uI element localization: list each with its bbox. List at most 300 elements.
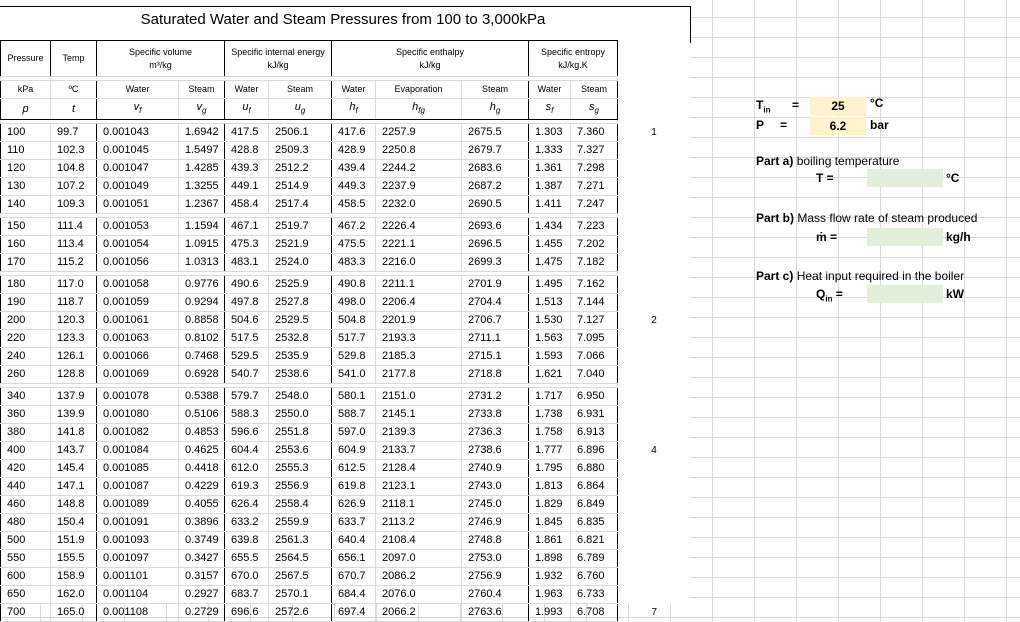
cell-steam-entropy[interactable]: 7.144 (571, 294, 618, 312)
cell-temp[interactable]: 102.3 (51, 142, 97, 160)
cell-steam-entropy[interactable]: 7.202 (571, 236, 618, 254)
cell-temp[interactable]: 143.7 (51, 442, 97, 460)
cell-water-enthalpy[interactable]: 467.2 (332, 218, 376, 236)
cell-water-entropy[interactable]: 1.411 (529, 196, 571, 214)
cell-pressure[interactable]: 200 (1, 312, 51, 330)
cell-steam-volume[interactable]: 0.5106 (179, 406, 225, 424)
row-marker-cell[interactable] (618, 160, 691, 178)
cell-pressure[interactable]: 500 (1, 532, 51, 550)
row-marker-cell[interactable] (618, 514, 691, 532)
cell-steam-energy[interactable]: 2524.0 (269, 254, 332, 272)
cell-water-volume[interactable]: 0.001091 (97, 514, 179, 532)
cell-evaporation-enthalpy[interactable]: 2226.4 (376, 218, 462, 236)
cell-steam-enthalpy[interactable]: 2693.6 (462, 218, 529, 236)
cell-water-energy[interactable]: 670.0 (225, 568, 269, 586)
subheader-temp[interactable]: ºC (51, 81, 97, 99)
cell-pressure[interactable]: 180 (1, 276, 51, 294)
cell-steam-entropy[interactable]: 7.040 (571, 366, 618, 384)
cell-pressure[interactable]: 440 (1, 478, 51, 496)
header-pressure[interactable]: Pressure (1, 41, 51, 77)
row-marker-cell[interactable]: 7 (651, 607, 658, 619)
cell-water-entropy[interactable]: 1.861 (529, 532, 571, 550)
cell-water-enthalpy[interactable]: 417.6 (332, 124, 376, 142)
cell-evaporation-enthalpy[interactable]: 2123.1 (376, 478, 462, 496)
cell-pressure[interactable]: 260 (1, 366, 51, 384)
cell-steam-entropy[interactable]: 6.835 (571, 514, 618, 532)
cell-water-enthalpy[interactable]: 626.9 (332, 496, 376, 514)
cell-steam-enthalpy[interactable]: 2756.9 (462, 568, 529, 586)
cell-water-enthalpy[interactable]: 529.8 (332, 348, 376, 366)
cell-steam-entropy[interactable]: 7.327 (571, 142, 618, 160)
cell-water-entropy[interactable]: 1.530 (529, 312, 571, 330)
cell-steam-energy[interactable]: 2556.9 (269, 478, 332, 496)
row-marker-cell[interactable] (618, 294, 691, 312)
cell-water-volume[interactable]: 0.001059 (97, 294, 179, 312)
cell-steam-entropy[interactable]: 6.789 (571, 550, 618, 568)
cell-steam-enthalpy[interactable]: 2704.4 (462, 294, 529, 312)
cell-water-enthalpy[interactable]: 490.8 (332, 276, 376, 294)
cell-steam-volume[interactable]: 0.4418 (179, 460, 225, 478)
cell-steam-enthalpy[interactable]: 2687.2 (462, 178, 529, 196)
cell-water-volume[interactable]: 0.001093 (97, 532, 179, 550)
cell-evaporation-enthalpy[interactable]: 2118.1 (376, 496, 462, 514)
cell-water-enthalpy[interactable]: 498.0 (332, 294, 376, 312)
cell-steam-energy[interactable]: 2512.2 (269, 160, 332, 178)
cell-water-volume[interactable]: 0.001045 (97, 142, 179, 160)
cell-water-enthalpy[interactable]: 670.7 (332, 568, 376, 586)
cell-evaporation-enthalpy[interactable]: 2177.8 (376, 366, 462, 384)
row-marker-cell[interactable] (618, 236, 691, 254)
cell-water-entropy[interactable]: 1.455 (529, 236, 571, 254)
cell-temp[interactable]: 115.2 (51, 254, 97, 272)
cell-water-energy[interactable]: 604.4 (225, 442, 269, 460)
cell-water-entropy[interactable]: 1.333 (529, 142, 571, 160)
cell-steam-volume[interactable]: 0.3427 (179, 550, 225, 568)
cell-water-volume[interactable]: 0.001063 (97, 330, 179, 348)
cell-temp[interactable]: 118.7 (51, 294, 97, 312)
cell-water-enthalpy[interactable]: 684.4 (332, 586, 376, 604)
cell-temp[interactable]: 150.4 (51, 514, 97, 532)
cell-temp[interactable]: 126.1 (51, 348, 97, 366)
cell-temp[interactable]: 151.9 (51, 532, 97, 550)
row-marker-cell[interactable] (618, 568, 691, 586)
cell-water-entropy[interactable]: 1.513 (529, 294, 571, 312)
cell-water-enthalpy[interactable]: 580.1 (332, 388, 376, 406)
cell-steam-energy[interactable]: 2529.5 (269, 312, 332, 330)
cell-temp[interactable]: 141.8 (51, 424, 97, 442)
cell-temp[interactable]: 145.4 (51, 460, 97, 478)
cell-water-entropy[interactable]: 1.387 (529, 178, 571, 196)
cell-water-enthalpy[interactable]: 541.0 (332, 366, 376, 384)
cell-pressure[interactable]: 380 (1, 424, 51, 442)
cell-water-volume[interactable]: 0.001047 (97, 160, 179, 178)
symbol-water-entropy[interactable] (529, 99, 571, 120)
cell-water-entropy[interactable]: 1.361 (529, 160, 571, 178)
cell-steam-energy[interactable]: 2570.1 (269, 586, 332, 604)
cell-temp[interactable]: 162.0 (51, 586, 97, 604)
cell-pressure[interactable]: 600 (1, 568, 51, 586)
cell-pressure[interactable]: 120 (1, 160, 51, 178)
cell-temp[interactable]: 120.3 (51, 312, 97, 330)
cell-water-energy[interactable]: 458.4 (225, 196, 269, 214)
cell-evaporation-enthalpy[interactable]: 2108.4 (376, 532, 462, 550)
cell-water-enthalpy[interactable]: 633.7 (332, 514, 376, 532)
cell-temp[interactable]: 165.0 (51, 604, 97, 622)
cell-water-enthalpy[interactable]: 483.3 (332, 254, 376, 272)
cell-steam-enthalpy[interactable]: 2736.3 (462, 424, 529, 442)
cell-temp[interactable]: 109.3 (51, 196, 97, 214)
cell-steam-energy[interactable]: 2514.9 (269, 178, 332, 196)
cell-evaporation-enthalpy[interactable]: 2151.0 (376, 388, 462, 406)
cell-water-enthalpy[interactable]: 504.8 (332, 312, 376, 330)
cell-steam-energy[interactable]: 2509.3 (269, 142, 332, 160)
subheader-steam-enthalpy[interactable]: Steam (462, 81, 529, 99)
cell-water-volume[interactable]: 0.001084 (97, 442, 179, 460)
cell-pressure[interactable]: 240 (1, 348, 51, 366)
cell-water-entropy[interactable]: 1.963 (529, 586, 571, 604)
cell-steam-volume[interactable]: 1.3255 (179, 178, 225, 196)
cell-evaporation-enthalpy[interactable]: 2128.4 (376, 460, 462, 478)
cell-steam-energy[interactable]: 2506.1 (269, 124, 332, 142)
header-specific-energy[interactable] (225, 41, 332, 77)
cell-water-enthalpy[interactable]: 697.4 (332, 604, 376, 622)
cell-water-energy[interactable]: 497.8 (225, 294, 269, 312)
subheader-pressure[interactable]: kPa (1, 81, 51, 99)
cell-water-energy[interactable]: 467.1 (225, 218, 269, 236)
cell-temp[interactable]: 137.9 (51, 388, 97, 406)
cell-steam-entropy[interactable]: 6.864 (571, 478, 618, 496)
cell-steam-enthalpy[interactable]: 2699.3 (462, 254, 529, 272)
cell-steam-volume[interactable]: 0.4853 (179, 424, 225, 442)
cell-steam-energy[interactable]: 2559.9 (269, 514, 332, 532)
cell-steam-volume[interactable]: 0.3896 (179, 514, 225, 532)
cell-steam-energy[interactable]: 2517.4 (269, 196, 332, 214)
cell-steam-volume[interactable]: 0.8858 (179, 312, 225, 330)
cell-water-energy[interactable]: 588.3 (225, 406, 269, 424)
symbol-steam-entropy[interactable] (571, 99, 618, 120)
cell-steam-enthalpy[interactable]: 2683.6 (462, 160, 529, 178)
cell-evaporation-enthalpy[interactable]: 2185.3 (376, 348, 462, 366)
cell-steam-energy[interactable]: 2567.5 (269, 568, 332, 586)
cell-steam-volume[interactable]: 0.4625 (179, 442, 225, 460)
row-marker-cell[interactable] (618, 142, 691, 160)
cell-temp[interactable]: 123.3 (51, 330, 97, 348)
part-b-answer-cell[interactable] (867, 228, 943, 246)
cell-water-enthalpy[interactable]: 428.9 (332, 142, 376, 160)
cell-pressure[interactable]: 400 (1, 442, 51, 460)
cell-steam-volume[interactable]: 0.6928 (179, 366, 225, 384)
cell-evaporation-enthalpy[interactable]: 2221.1 (376, 236, 462, 254)
cell-steam-enthalpy[interactable]: 2746.9 (462, 514, 529, 532)
row-marker-cell[interactable] (618, 196, 691, 214)
cell-steam-entropy[interactable]: 6.849 (571, 496, 618, 514)
cell-pressure[interactable]: 360 (1, 406, 51, 424)
cell-steam-volume[interactable]: 0.4055 (179, 496, 225, 514)
cell-temp[interactable]: 113.4 (51, 236, 97, 254)
cell-pressure[interactable]: 170 (1, 254, 51, 272)
cell-steam-entropy[interactable]: 6.821 (571, 532, 618, 550)
cell-water-energy[interactable]: 579.7 (225, 388, 269, 406)
cell-water-energy[interactable]: 417.5 (225, 124, 269, 142)
cell-steam-entropy[interactable]: 7.162 (571, 276, 618, 294)
cell-evaporation-enthalpy[interactable]: 2201.9 (376, 312, 462, 330)
cell-water-energy[interactable]: 683.7 (225, 586, 269, 604)
cell-evaporation-enthalpy[interactable]: 2257.9 (376, 124, 462, 142)
cell-steam-enthalpy[interactable]: 2718.8 (462, 366, 529, 384)
part-c-answer-cell[interactable] (867, 285, 943, 303)
cell-steam-enthalpy[interactable]: 2690.5 (462, 196, 529, 214)
cell-water-energy[interactable]: 475.3 (225, 236, 269, 254)
cell-water-energy[interactable]: 529.5 (225, 348, 269, 366)
cell-water-energy[interactable]: 655.5 (225, 550, 269, 568)
cell-steam-volume[interactable]: 0.2927 (179, 586, 225, 604)
cell-steam-entropy[interactable]: 6.913 (571, 424, 618, 442)
cell-water-volume[interactable]: 0.001058 (97, 276, 179, 294)
cell-water-entropy[interactable]: 1.593 (529, 348, 571, 366)
cell-water-volume[interactable]: 0.001069 (97, 366, 179, 384)
row-marker-cell[interactable] (618, 478, 691, 496)
row-marker-cell[interactable] (618, 496, 691, 514)
cell-water-volume[interactable]: 0.001056 (97, 254, 179, 272)
row-marker-cell[interactable] (618, 550, 691, 568)
cell-temp[interactable]: 158.9 (51, 568, 97, 586)
cell-water-volume[interactable]: 0.001101 (97, 568, 179, 586)
subheader-water-energy[interactable]: Water (225, 81, 269, 99)
cell-pressure[interactable]: 220 (1, 330, 51, 348)
cell-water-enthalpy[interactable]: 612.5 (332, 460, 376, 478)
cell-water-enthalpy[interactable]: 458.5 (332, 196, 376, 214)
cell-steam-volume[interactable]: 1.4285 (179, 160, 225, 178)
cell-water-enthalpy[interactable]: 517.7 (332, 330, 376, 348)
row-marker-cell[interactable] (618, 254, 691, 272)
cell-water-volume[interactable]: 0.001049 (97, 178, 179, 196)
cell-evaporation-enthalpy[interactable]: 2193.3 (376, 330, 462, 348)
cell-steam-entropy[interactable]: 6.931 (571, 406, 618, 424)
cell-water-energy[interactable]: 439.3 (225, 160, 269, 178)
row-marker-cell[interactable] (618, 406, 691, 424)
subheader-steam-energy[interactable]: Steam (269, 81, 332, 99)
cell-pressure[interactable]: 550 (1, 550, 51, 568)
cell-pressure[interactable]: 420 (1, 460, 51, 478)
row-marker-cell[interactable]: 2 (651, 315, 657, 327)
cell-water-volume[interactable]: 0.001053 (97, 218, 179, 236)
cell-water-entropy[interactable]: 1.475 (529, 254, 571, 272)
cell-steam-volume[interactable]: 0.9776 (179, 276, 225, 294)
cell-evaporation-enthalpy[interactable]: 2066.2 (376, 604, 462, 622)
cell-pressure[interactable]: 650 (1, 586, 51, 604)
subheader-steam-entropy[interactable]: Steam (571, 81, 618, 99)
row-marker-cell[interactable]: 1 (651, 127, 657, 139)
cell-steam-volume[interactable]: 0.2729 (179, 604, 225, 622)
cell-water-entropy[interactable]: 1.829 (529, 496, 571, 514)
cell-water-enthalpy[interactable]: 619.8 (332, 478, 376, 496)
cell-steam-enthalpy[interactable]: 2715.1 (462, 348, 529, 366)
cell-evaporation-enthalpy[interactable]: 2086.2 (376, 568, 462, 586)
cell-water-energy[interactable]: 612.0 (225, 460, 269, 478)
cell-steam-volume[interactable]: 1.1594 (179, 218, 225, 236)
cell-steam-enthalpy[interactable]: 2760.4 (462, 586, 529, 604)
symbol-steam-volume[interactable] (179, 99, 225, 120)
row-marker-cell[interactable] (618, 586, 691, 604)
cell-water-enthalpy[interactable]: 588.7 (332, 406, 376, 424)
cell-evaporation-enthalpy[interactable]: 2097.0 (376, 550, 462, 568)
cell-steam-energy[interactable]: 2551.8 (269, 424, 332, 442)
cell-steam-volume[interactable]: 0.9294 (179, 294, 225, 312)
cell-evaporation-enthalpy[interactable]: 2250.8 (376, 142, 462, 160)
cell-water-enthalpy[interactable]: 449.3 (332, 178, 376, 196)
cell-water-volume[interactable]: 0.001066 (97, 348, 179, 366)
cell-water-entropy[interactable]: 1.434 (529, 218, 571, 236)
cell-water-energy[interactable]: 596.6 (225, 424, 269, 442)
blank-cell[interactable] (618, 99, 691, 120)
cell-evaporation-enthalpy[interactable]: 2237.9 (376, 178, 462, 196)
symbol-water-enthalpy[interactable] (332, 99, 376, 120)
row-marker-cell[interactable] (618, 178, 691, 196)
cell-steam-enthalpy[interactable]: 2733.8 (462, 406, 529, 424)
cell-water-volume[interactable]: 0.001054 (97, 236, 179, 254)
cell-water-entropy[interactable]: 1.845 (529, 514, 571, 532)
cell-temp[interactable]: 99.7 (51, 124, 97, 142)
cell-steam-volume[interactable]: 0.3157 (179, 568, 225, 586)
cell-water-enthalpy[interactable]: 475.5 (332, 236, 376, 254)
cell-water-entropy[interactable]: 1.495 (529, 276, 571, 294)
header-specific-entropy[interactable] (529, 41, 618, 77)
cell-pressure[interactable]: 130 (1, 178, 51, 196)
row-marker-cell[interactable] (618, 424, 691, 442)
symbol-pressure[interactable] (1, 99, 51, 120)
row-marker-cell[interactable]: 4 (651, 445, 657, 457)
cell-steam-volume[interactable]: 1.2367 (179, 196, 225, 214)
cell-pressure[interactable]: 700 (1, 604, 51, 622)
cell-water-volume[interactable]: 0.001078 (97, 388, 179, 406)
cell-water-entropy[interactable]: 1.303 (529, 124, 571, 142)
cell-pressure[interactable]: 190 (1, 294, 51, 312)
row-marker-cell[interactable] (618, 330, 691, 348)
symbol-steam-energy[interactable] (269, 99, 332, 120)
cell-steam-volume[interactable]: 1.5497 (179, 142, 225, 160)
cell-steam-entropy[interactable]: 7.095 (571, 330, 618, 348)
cell-water-entropy[interactable]: 1.795 (529, 460, 571, 478)
cell-water-energy[interactable]: 633.2 (225, 514, 269, 532)
cell-steam-energy[interactable]: 2564.5 (269, 550, 332, 568)
cell-steam-enthalpy[interactable]: 2740.9 (462, 460, 529, 478)
cell-pressure[interactable]: 110 (1, 142, 51, 160)
cell-water-energy[interactable]: 517.5 (225, 330, 269, 348)
cell-water-entropy[interactable]: 1.758 (529, 424, 571, 442)
subheader-steam-volume[interactable]: Steam (179, 81, 225, 99)
cell-steam-enthalpy[interactable]: 2701.9 (462, 276, 529, 294)
cell-steam-enthalpy[interactable]: 2679.7 (462, 142, 529, 160)
cell-temp[interactable]: 117.0 (51, 276, 97, 294)
cell-steam-energy[interactable]: 2538.6 (269, 366, 332, 384)
cell-water-energy[interactable]: 428.8 (225, 142, 269, 160)
symbol-steam-enthalpy[interactable] (462, 99, 529, 120)
cell-water-volume[interactable]: 0.001043 (97, 124, 179, 142)
cell-water-volume[interactable]: 0.001080 (97, 406, 179, 424)
cell-steam-enthalpy[interactable]: 2711.1 (462, 330, 529, 348)
cell-pressure[interactable]: 340 (1, 388, 51, 406)
cell-evaporation-enthalpy[interactable]: 2076.0 (376, 586, 462, 604)
cell-water-energy[interactable]: 449.1 (225, 178, 269, 196)
cell-water-energy[interactable]: 626.4 (225, 496, 269, 514)
cell-water-enthalpy[interactable]: 597.0 (332, 424, 376, 442)
cell-steam-enthalpy[interactable]: 2743.0 (462, 478, 529, 496)
cell-water-energy[interactable]: 639.8 (225, 532, 269, 550)
cell-evaporation-enthalpy[interactable]: 2145.1 (376, 406, 462, 424)
cell-steam-energy[interactable]: 2561.3 (269, 532, 332, 550)
cell-steam-enthalpy[interactable]: 2745.0 (462, 496, 529, 514)
cell-steam-volume[interactable]: 0.5388 (179, 388, 225, 406)
cell-steam-enthalpy[interactable]: 2731.2 (462, 388, 529, 406)
cell-water-entropy[interactable]: 1.563 (529, 330, 571, 348)
cell-steam-volume[interactable]: 1.6942 (179, 124, 225, 142)
cell-water-volume[interactable]: 0.001089 (97, 496, 179, 514)
cell-temp[interactable]: 107.2 (51, 178, 97, 196)
row-marker-cell[interactable] (618, 218, 691, 236)
cell-steam-entropy[interactable]: 6.950 (571, 388, 618, 406)
symbol-water-energy[interactable] (225, 99, 269, 120)
cell-evaporation-enthalpy[interactable]: 2244.2 (376, 160, 462, 178)
cell-steam-energy[interactable]: 2525.9 (269, 276, 332, 294)
cell-steam-entropy[interactable]: 6.880 (571, 460, 618, 478)
cell-steam-enthalpy[interactable]: 2753.0 (462, 550, 529, 568)
cell-evaporation-enthalpy[interactable]: 2139.3 (376, 424, 462, 442)
symbol-temp[interactable] (51, 99, 97, 120)
cell-water-entropy[interactable]: 1.738 (529, 406, 571, 424)
cell-pressure[interactable]: 480 (1, 514, 51, 532)
cell-evaporation-enthalpy[interactable]: 2232.0 (376, 196, 462, 214)
cell-temp[interactable]: 111.4 (51, 218, 97, 236)
cell-water-energy[interactable]: 483.1 (225, 254, 269, 272)
cell-steam-entropy[interactable]: 6.733 (571, 586, 618, 604)
cell-water-entropy[interactable]: 1.717 (529, 388, 571, 406)
blank-cell[interactable] (618, 41, 691, 77)
cell-steam-entropy[interactable]: 7.223 (571, 218, 618, 236)
cell-water-energy[interactable]: 490.6 (225, 276, 269, 294)
cell-temp[interactable]: 147.1 (51, 478, 97, 496)
header-specific-volume[interactable] (97, 41, 225, 77)
cell-steam-volume[interactable]: 0.3749 (179, 532, 225, 550)
cell-pressure[interactable]: 100 (1, 124, 51, 142)
row-marker-cell[interactable] (618, 348, 691, 366)
cell-steam-enthalpy[interactable]: 2706.7 (462, 312, 529, 330)
cell-water-enthalpy[interactable]: 656.1 (332, 550, 376, 568)
symbol-evaporation-enthalpy[interactable] (376, 99, 462, 120)
cell-water-energy[interactable]: 540.7 (225, 366, 269, 384)
cell-water-volume[interactable]: 0.001087 (97, 478, 179, 496)
cell-temp[interactable]: 148.8 (51, 496, 97, 514)
cell-water-energy[interactable]: 504.6 (225, 312, 269, 330)
cell-steam-volume[interactable]: 0.7468 (179, 348, 225, 366)
cell-water-enthalpy[interactable]: 604.9 (332, 442, 376, 460)
row-marker-cell[interactable] (618, 366, 691, 384)
cell-evaporation-enthalpy[interactable]: 2206.4 (376, 294, 462, 312)
cell-water-enthalpy[interactable]: 640.4 (332, 532, 376, 550)
cell-water-volume[interactable]: 0.001085 (97, 460, 179, 478)
cell-temp[interactable]: 155.5 (51, 550, 97, 568)
cell-steam-entropy[interactable]: 7.298 (571, 160, 618, 178)
cell-water-energy[interactable]: 619.3 (225, 478, 269, 496)
cell-steam-volume[interactable]: 0.8102 (179, 330, 225, 348)
subheader-water-volume[interactable]: Water (97, 81, 179, 99)
cell-steam-entropy[interactable]: 7.182 (571, 254, 618, 272)
subheader-evaporation-enthalpy[interactable]: Evaporation (376, 81, 462, 99)
cell-temp[interactable]: 104.8 (51, 160, 97, 178)
cell-steam-volume[interactable]: 1.0915 (179, 236, 225, 254)
cell-water-entropy[interactable]: 1.993 (529, 604, 571, 622)
cell-water-entropy[interactable]: 1.932 (529, 568, 571, 586)
cell-pressure[interactable]: 140 (1, 196, 51, 214)
